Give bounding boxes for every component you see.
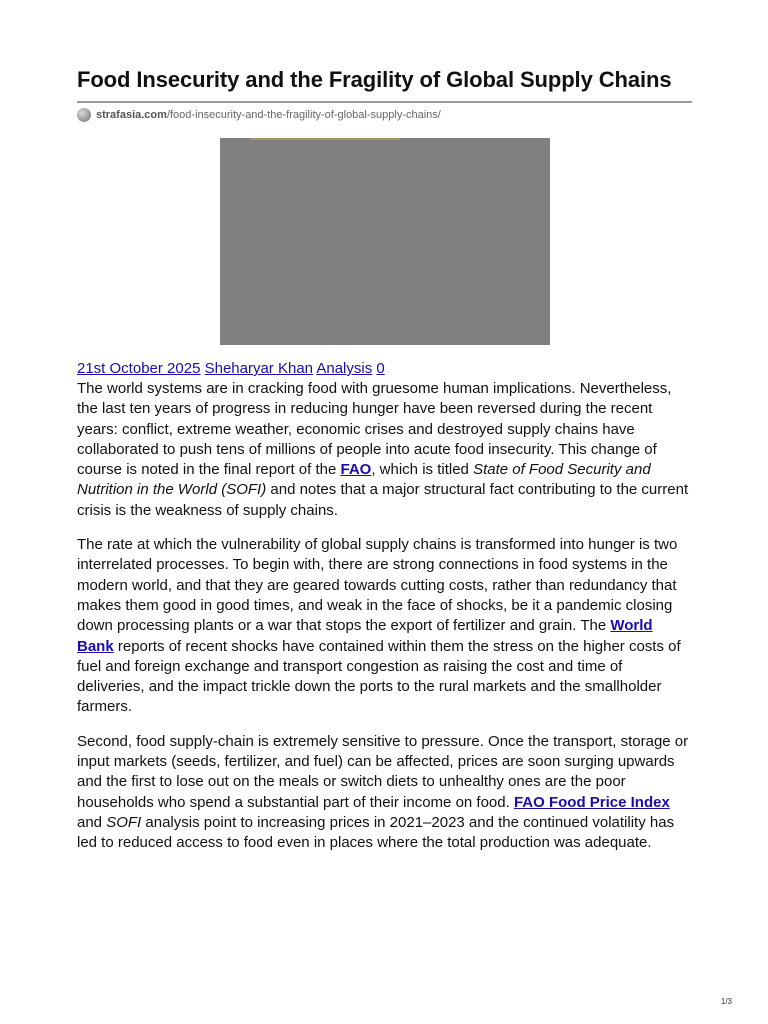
article (77, 66, 692, 868)
fao-food-price-index-link[interactable]: FAO Food Price Index (513, 793, 670, 811)
paragraph-3-text-c: analysis point to increasing prices in 2021–2023 and the continued volatility has led to reduced access to food even in places where the total production was adequate. (77, 813, 675, 852)
paragraph-2-text-a: The rate at which the vulnerability of global supply chains is transformed into hunger is two interrelated processes. To begin with, there are strong connections in food systems in the modern world, and that they are geared towards cutting costs, rather than redundancy that makes them good in good times, and weak in the face of shocks, be it a pandemic closing down processing plants or a war that stops the export of fertilizer and grain. The (77, 536, 678, 635)
sofi-title: State of Food Security and Nutrition in the World (SOFI) (77, 461, 651, 499)
paragraph-2-text-b: reports of recent shocks have contained within them the stress on the higher costs of fuel and foreign exchange and transport congestion as raising the cost and time of deliveries, and the impact trickle down the ports to the rural markets and the smallholder farmers. (77, 637, 681, 716)
paragraph-2 (77, 535, 692, 718)
featured-image (220, 138, 550, 345)
article-meta (77, 359, 692, 379)
world-bank-link[interactable]: World Bank (77, 617, 653, 655)
sofi-abbrev: SOFI (106, 813, 142, 831)
fao-link[interactable]: FAO (340, 461, 372, 479)
source-domain: strafasia.com (96, 109, 167, 121)
paragraph-1-text-a: The world systems are in cracking food with gruesome human implications. Nevertheless, the last ten years of progress in reducing hunger have been reversed during the recent years: conflict, extreme weather, economic crises and destroyed supply chains have collaborated to push tens of millions of people into acute food insecurity. This change of course is noted in the final report of the (77, 380, 672, 479)
globe-icon (77, 108, 91, 122)
paragraph-3-text-b: and (77, 813, 107, 831)
page-number: 1/3 (720, 997, 732, 1006)
paragraph-1-text-c: and notes that a major structural fact contributing to the current crisis is the weakness of supply chains. (77, 481, 689, 519)
paragraph-1 (77, 379, 692, 521)
comments-link[interactable]: 0 (376, 360, 385, 377)
source-url[interactable] (77, 107, 692, 123)
featured-image-container (77, 138, 692, 345)
paragraph-3-text-a: Second, food supply-chain is extremely sensitive to pressure. Once the transport, storage or input markets (seeds, fertilizer, and fuel) can be affected, prices are soon surging upwards and the first to lose out on the meals or switch diets to unhealthy ones are the poor households who spend a substantial part of their income on food. (77, 732, 689, 811)
paragraph-1-text-b: , which is titled (371, 461, 474, 479)
page-title: Food Insecurity and the Fragility of Global Supply Chains (77, 67, 672, 92)
date-link[interactable]: 21st October 2025 (77, 360, 201, 377)
author-link[interactable]: Sheharyar Khan (204, 360, 313, 377)
category-link[interactable]: Analysis (316, 360, 373, 377)
paragraph-3 (77, 732, 692, 854)
image-top-stripe (250, 138, 400, 140)
title-divider (77, 101, 692, 103)
source-path: /food-insecurity-and-the-fragility-of-global-supply-chains/ (166, 109, 441, 121)
